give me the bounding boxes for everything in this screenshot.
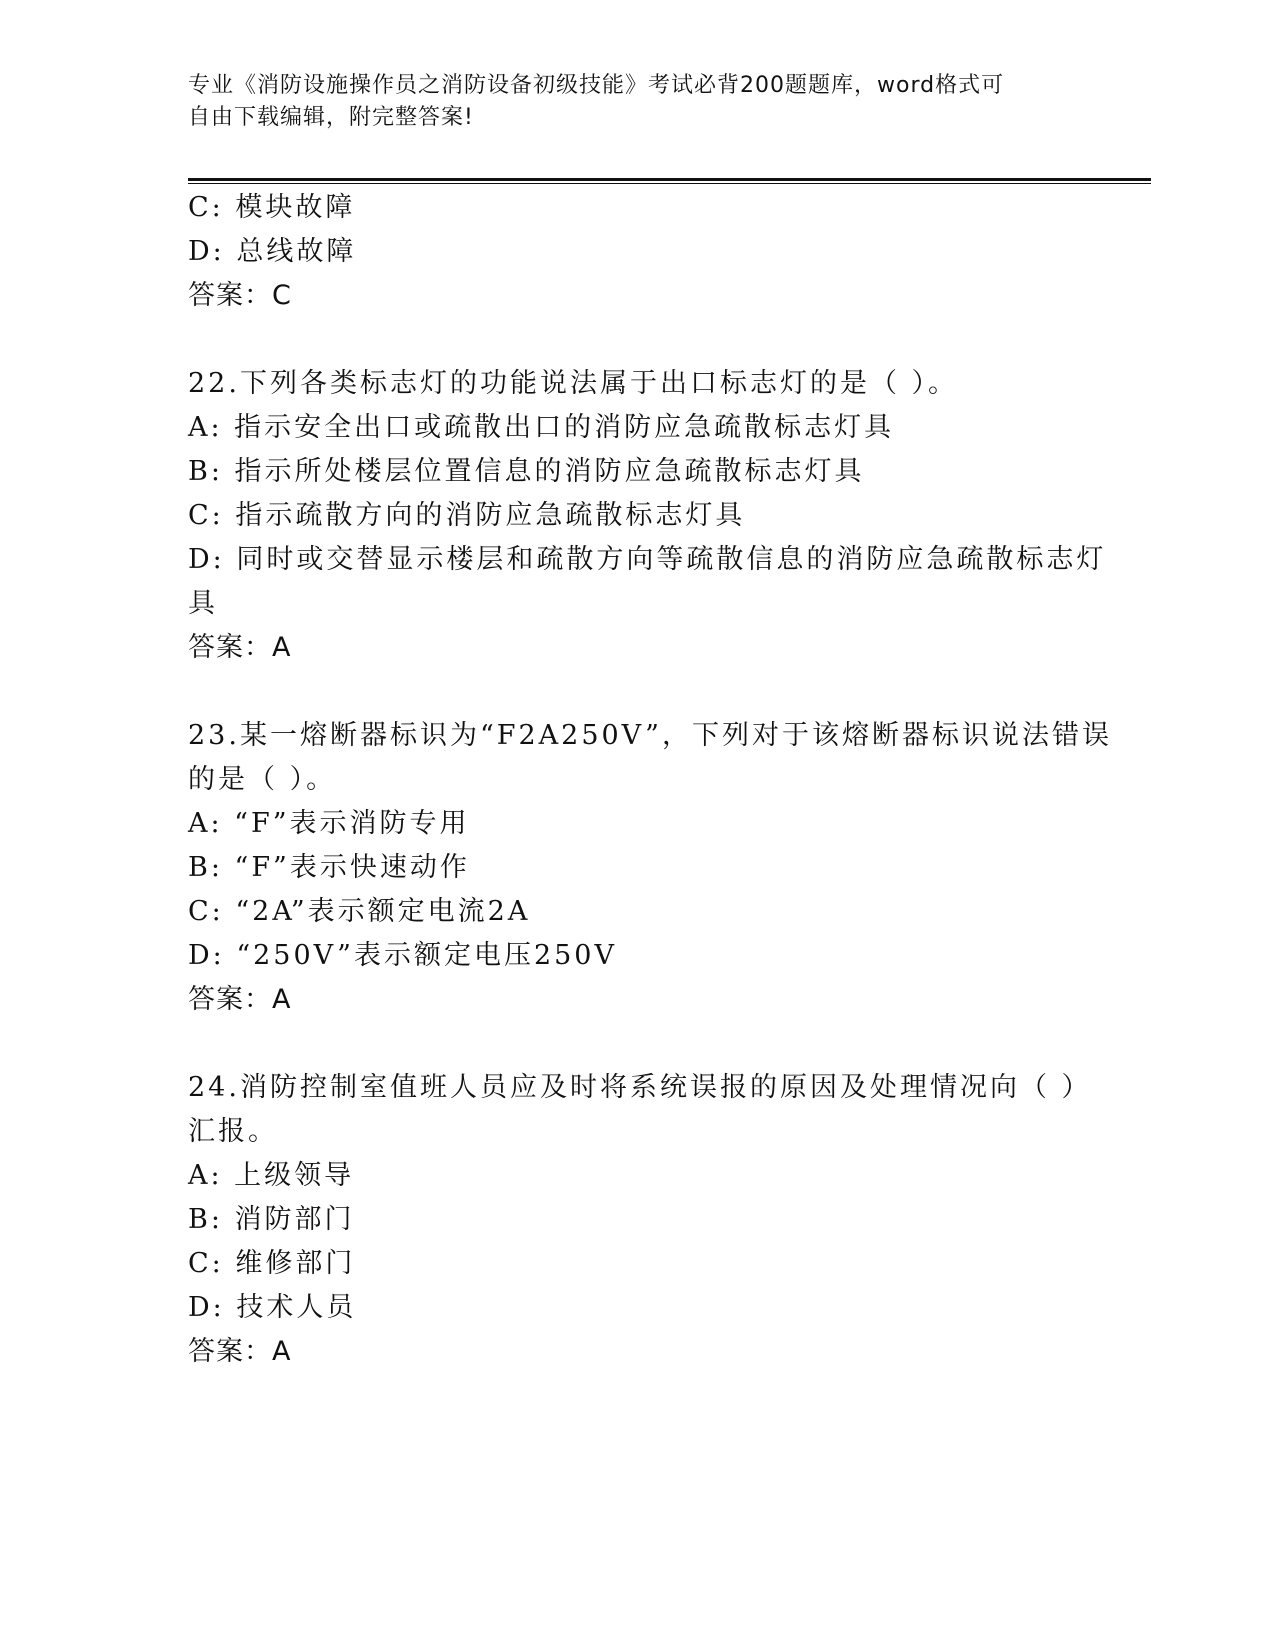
- header-divider-thick: [188, 178, 1151, 181]
- q23-option-c: C: “2A”表示额定电流2A: [188, 896, 531, 927]
- q22-stem: 22.下列各类标志灯的功能说法属于出口标志灯的是（ ）。: [188, 368, 959, 399]
- q22-option-b: B: 指示所处楼层位置信息的消防应急疏散标志灯具: [188, 456, 865, 487]
- q24-option-c: C: 维修部门: [188, 1248, 356, 1279]
- q24-option-d: D: 技术人员: [188, 1292, 357, 1323]
- q23-answer: 答案：A: [188, 984, 292, 1015]
- q24-stem-line-1: 24.消防控制室值班人员应及时将系统误报的原因及处理情况向（ ）: [188, 1072, 1092, 1103]
- q24-option-b: B: 消防部门: [188, 1204, 355, 1235]
- q24-answer: 答案：A: [188, 1336, 292, 1367]
- q22-option-d-line-1: D: 同时或交替显示楼层和疏散方向等疏散信息的消防应急疏散标志灯: [188, 544, 1107, 575]
- q24-stem-line-2: 汇报。: [188, 1116, 278, 1147]
- q22-option-c: C: 指示疏散方向的消防应急疏散标志灯具: [188, 500, 746, 531]
- document-header: [188, 70, 1068, 134]
- q22-option-a: A: 指示安全出口或疏散出口的消防应急疏散标志灯具: [188, 412, 895, 443]
- q22-answer: 答案：A: [188, 632, 292, 663]
- prev-answer: 答案：C: [188, 280, 292, 311]
- q23-stem-line-1: 23.某一熔断器标识为“F2A250V”，下列对于该熔断器标识说法错误: [188, 720, 1112, 751]
- q23-option-d: D: “250V”表示额定电压250V: [188, 940, 617, 971]
- prev-option-c: C: 模块故障: [188, 192, 356, 223]
- header-line-1: 专业《消防设施操作员之消防设备初级技能》考试必背200题题库，word格式可: [188, 73, 1005, 98]
- q24-option-a: A: 上级领导: [188, 1160, 355, 1191]
- header-divider-thin: [188, 183, 1151, 184]
- q23-option-b: B: “F”表示快速动作: [188, 852, 470, 883]
- q23-option-a: A: “F”表示消防专用: [188, 808, 470, 839]
- q22-option-d-line-2: 具: [188, 588, 218, 619]
- prev-option-d: D: 总线故障: [188, 236, 357, 267]
- header-line-2: 自由下载编辑，附完整答案!: [188, 105, 474, 130]
- q23-stem-line-2: 的是（ ）。: [188, 764, 337, 795]
